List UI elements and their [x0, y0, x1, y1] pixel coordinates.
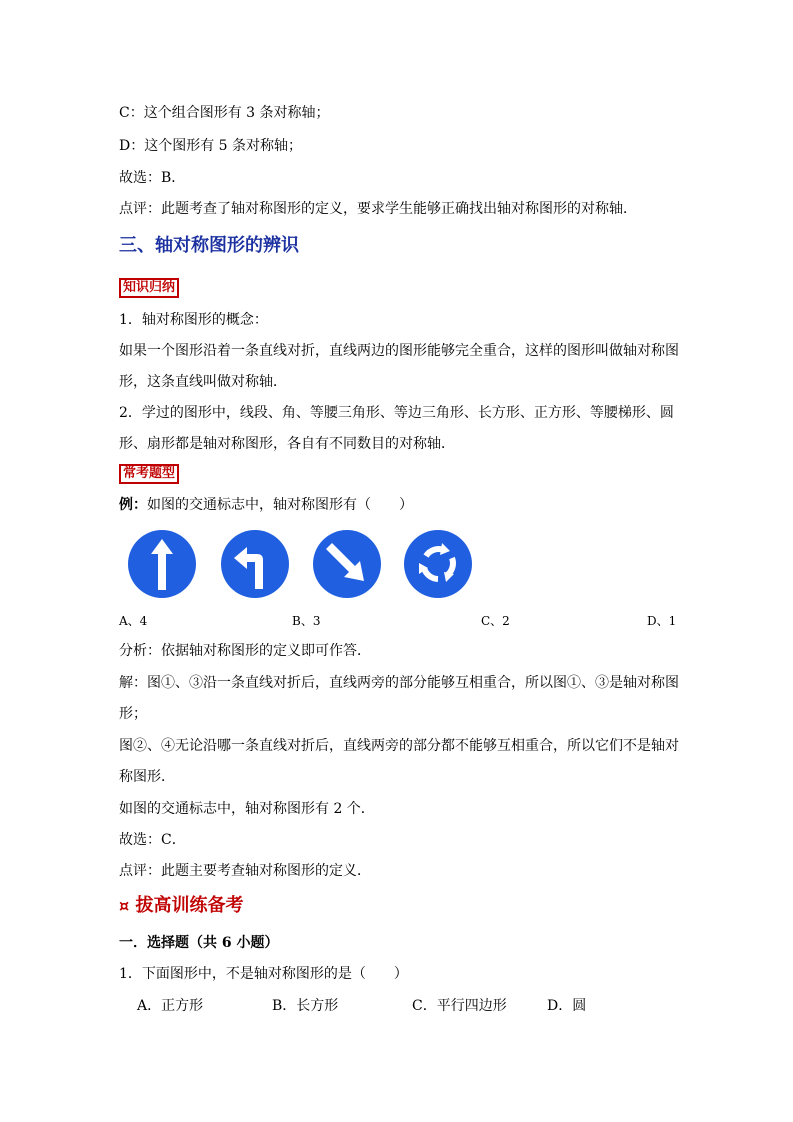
question1-choice-a: A．正方形	[137, 998, 204, 1014]
example-option-d: D、1	[647, 614, 677, 628]
knowledge-p2b: 形，这条直线叫做对称轴．	[119, 374, 287, 390]
sign-roundabout-icon	[404, 530, 472, 598]
example-solution-1b: 形；	[119, 706, 147, 722]
example-solution-1a: 解：图①、③沿一条直线对折后，直线两旁的部分能够互相重合，所以图①、③是轴对称图	[119, 675, 679, 691]
knowledge-p1: 1．轴对称图形的概念：	[119, 312, 268, 328]
example-text: 如图的交通标志中，轴对称图形有（ ）	[147, 497, 413, 513]
sign-turn-left-icon	[221, 530, 289, 598]
comment-line-1: 点评：此题考查了轴对称图形的定义，要求学生能够正确找出轴对称图形的对称轴．	[119, 201, 637, 217]
example-choose: 故选：C．	[119, 832, 186, 848]
sign-up-arrow-icon	[128, 530, 196, 598]
example-solution-2a: 图②、④无论沿哪一条直线对折后，直线两旁的部分都不能够互相重合，所以它们不是轴对	[119, 738, 679, 754]
knowledge-p2a: 如果一个图形沿着一条直线对折，直线两边的图形能够完全重合，这样的图形叫做轴对称图	[119, 343, 679, 359]
question1-stem: 1．下面图形中，不是轴对称图形的是（ ）	[119, 966, 408, 982]
knowledge-p3b: 形、扇形都是轴对称图形，各自有不同数目的对称轴．	[119, 436, 455, 452]
answer-choose-b: 故选：B．	[119, 170, 186, 186]
sign-down-right-arrow-icon	[313, 530, 381, 598]
answer-d-line: D：这个图形有 5 条对称轴；	[119, 138, 303, 154]
example-solution-3: 如图的交通标志中，轴对称图形有 2 个．	[119, 801, 375, 817]
example-comment: 点评：此题主要考查轴对称图形的定义．	[119, 863, 371, 879]
training-title: 拔高训练备考	[135, 895, 244, 916]
example-option-b: B、3	[292, 614, 321, 628]
question1-choice-c: C．平行四边形	[412, 998, 507, 1014]
knowledge-p3a: 2．学过的图形中，线段、角、等腰三角形、等边三角形、长方形、正方形、等腰梯形、圆	[119, 405, 674, 421]
question1-choice-b: B．长方形	[272, 998, 339, 1014]
answer-c-line: C：这个组合图形有 3 条对称轴；	[119, 105, 330, 121]
example-solution-2b: 称图形．	[119, 769, 175, 785]
common-question-tag: 常考题型	[119, 464, 179, 484]
part1-heading: 一．选择题（共 6 小题）	[119, 935, 279, 951]
training-marker-icon: ¤	[119, 896, 130, 915]
knowledge-tag: 知识归纳	[119, 278, 179, 298]
example-analysis: 分析：依据轴对称图形的定义即可作答．	[119, 643, 371, 659]
example-option-a: A、4	[119, 614, 148, 628]
training-heading	[119, 896, 243, 916]
section3-title: 三、轴对称图形的辨识	[119, 235, 299, 256]
example-option-c: C、2	[481, 614, 510, 628]
example-label: 例：	[119, 497, 147, 513]
example-question	[119, 495, 413, 515]
question1-choice-d: D．圆	[547, 998, 587, 1014]
